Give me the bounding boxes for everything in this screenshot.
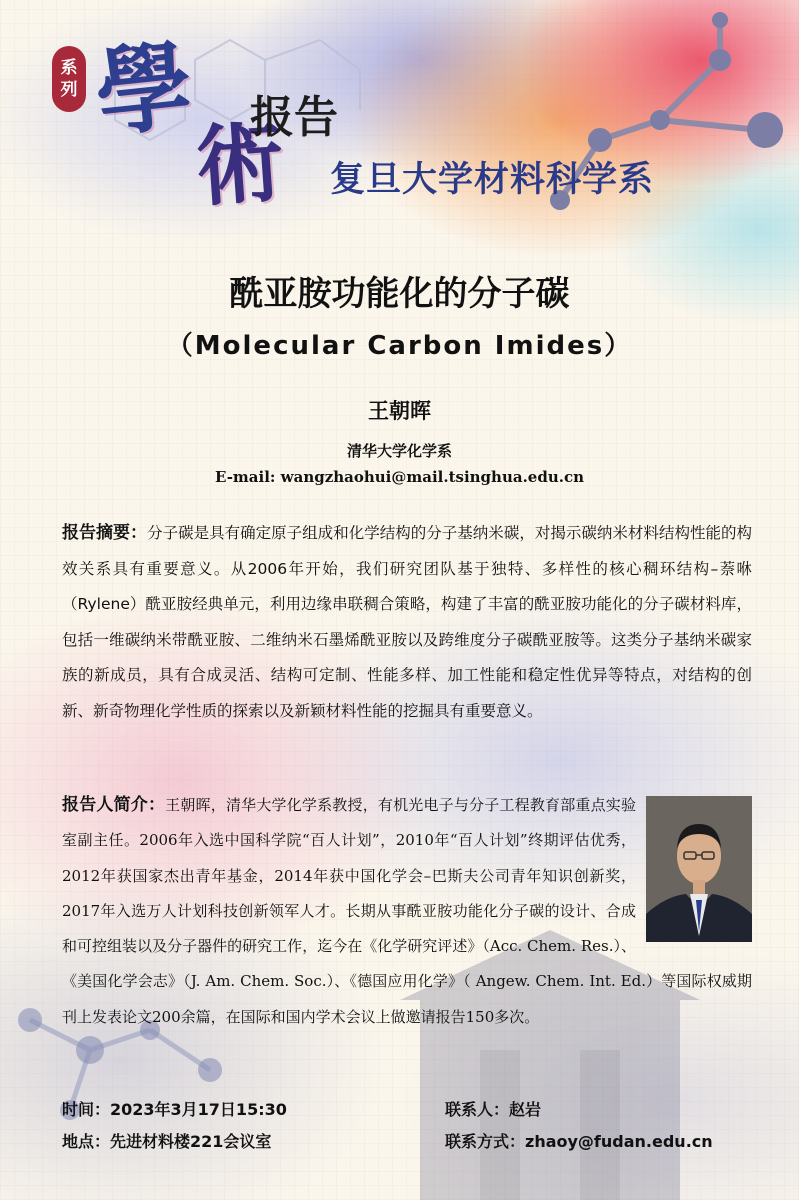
speaker-photo <box>646 796 752 942</box>
event-place: 地点：先进材料楼221会议室 <box>62 1132 272 1151</box>
talk-subtitle: （Molecular Carbon Imides） <box>166 331 633 361</box>
series-char-1: 系 <box>60 58 78 78</box>
series-badge <box>52 46 86 112</box>
contact-method: 联系方式：zhaoy@fudan.edu.cn <box>445 1132 713 1151</box>
portrait-image <box>646 796 752 942</box>
abstract-section <box>62 516 752 729</box>
event-time: 时间：2023年3月17日15:30 <box>62 1100 287 1119</box>
bio-label: 报告人简介： <box>62 795 166 815</box>
speaker-name: 王朝晖 <box>368 398 431 423</box>
talk-title: 酰亚胺功能化的分子碳 <box>229 274 570 314</box>
abstract-label: 报告摘要： <box>62 523 148 543</box>
bio-text: 王朝晖，清华大学化学系教授，有机光电子与分子工程教育部重点实验室副主任。2006年入选中国科学院“百人计划”，2010年“百人计划”终期评估优秀，2012年获国家杰出青年基金，2014年获中国化学会–巴斯夫公司青年知识创新奖，2017年入选万人计划科技创新领军人才。长期从事酰亚胺功能化分子碳的设计、合成和可控组装以及分子器件的研究工作，迄今在《化学研究评述》（Acc. Chem. Res.）、《美国化学会志》（J. Am. Chem. Soc.）、《德国应用化学》（ Angew. Chem. Int. Ed.）等国际权威期刊上发表论文200余篇，在国际和国内学术会议上做邀请报告150多次。 <box>62 796 752 1026</box>
speaker-affiliation: 清华大学化学系 <box>346 442 452 460</box>
calligraphy-char-xue: 學 <box>90 28 198 151</box>
contact-person: 联系人：赵岩 <box>445 1100 542 1119</box>
bio-section <box>62 788 752 1035</box>
speaker-email: E-mail: wangzhaohui@mail.tsinghua.edu.cn <box>215 468 584 486</box>
series-char-2: 列 <box>60 80 78 100</box>
department-name: 复旦大学材料科学系 <box>330 160 655 200</box>
abstract-text: 分子碳是具有确定原子组成和化学结构的分子基纳米碳，对揭示碳纳米材料结构性能的构效关系具有重要意义。从2006年开始，我们研究团队基于独特、多样性的核心稠环结构–萘咻（Rylene）酰亚胺经典单元，利用边缘串联稠合策略，构建了丰富的酰亚胺功能化的分子碳材料库，包括一维碳纳米带酰亚胺、二维纳米石墨烯酰亚胺以及跨维度分子碳酰亚胺等。这类分子基纳米碳家族的新成员，具有合成灵活、结构可定制、性能多样、加工性能和稳定性优异等特点，对结构的创新、新奇物理化学性质的探索以及新颖材料性能的挖掘具有重要意义。 <box>62 524 752 720</box>
calligraphy-char-shu: 術 <box>192 109 288 219</box>
report-word: 报告 <box>250 92 338 143</box>
